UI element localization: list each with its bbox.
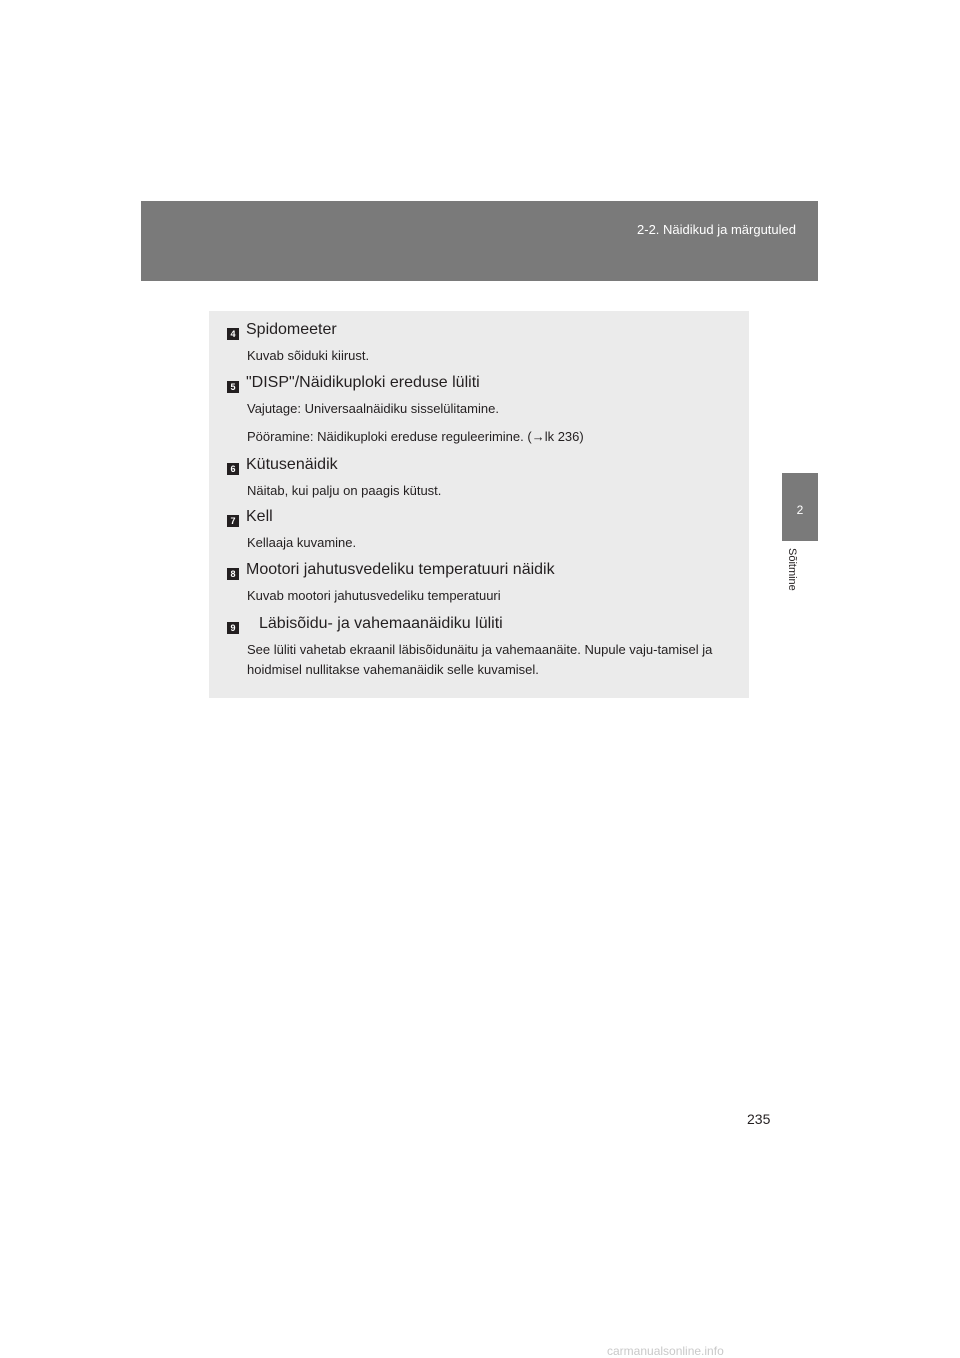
item-title: "DISP"/Näidikuploki ereduse lüliti bbox=[246, 374, 480, 391]
item-title: Kütusenäidik bbox=[246, 456, 338, 473]
item-description: Kuvab mootori jahutusvedeliku temperatuuri bbox=[247, 588, 501, 603]
item-description: Pööramine: Näidikuploki ereduse reguleerimine. (→lk 236) bbox=[247, 429, 584, 444]
item-description: See lüliti vahetab ekraanil läbisõidunäitu ja vahemaanäite. Nupule vaju-tamisel ja hoidmisel nullitakse vahemanäidik selle kuvamisel. bbox=[247, 642, 713, 677]
item-number-badge: 4 bbox=[227, 328, 239, 340]
footer-watermark: carmanualsonline.info bbox=[607, 1344, 724, 1358]
content-box bbox=[209, 311, 749, 698]
item-number-badge: 6 bbox=[227, 463, 239, 475]
item-description: Vajutage: Universaalnäidiku sisselülitamine. bbox=[247, 401, 499, 416]
item-description: Kellaaja kuvamine. bbox=[247, 535, 357, 550]
section-title: 2-2. Näidikud ja märgutuled bbox=[637, 222, 796, 237]
item-title: Läbisõidu- ja vahemaanäidiku lüliti bbox=[259, 615, 503, 632]
header-band bbox=[141, 201, 818, 281]
item-title: Mootori jahutusvedeliku temperatuuri näidik bbox=[246, 561, 555, 578]
chapter-number: 2 bbox=[796, 503, 804, 517]
item-number-badge: 9 bbox=[227, 622, 239, 634]
item-number-badge: 7 bbox=[227, 515, 239, 527]
item-description: Näitab, kui palju on paagis kütust. bbox=[247, 483, 442, 498]
chapter-label: Sõitmine bbox=[786, 548, 798, 591]
item-title: Kell bbox=[246, 508, 273, 525]
item-number-badge: 8 bbox=[227, 568, 239, 580]
item-number-badge: 5 bbox=[227, 381, 239, 393]
item-title: Spidomeeter bbox=[246, 321, 337, 338]
page-number: 235 bbox=[747, 1111, 771, 1127]
item-description: Kuvab sõiduki kiirust. bbox=[247, 348, 370, 363]
chapter-tab bbox=[782, 473, 818, 541]
